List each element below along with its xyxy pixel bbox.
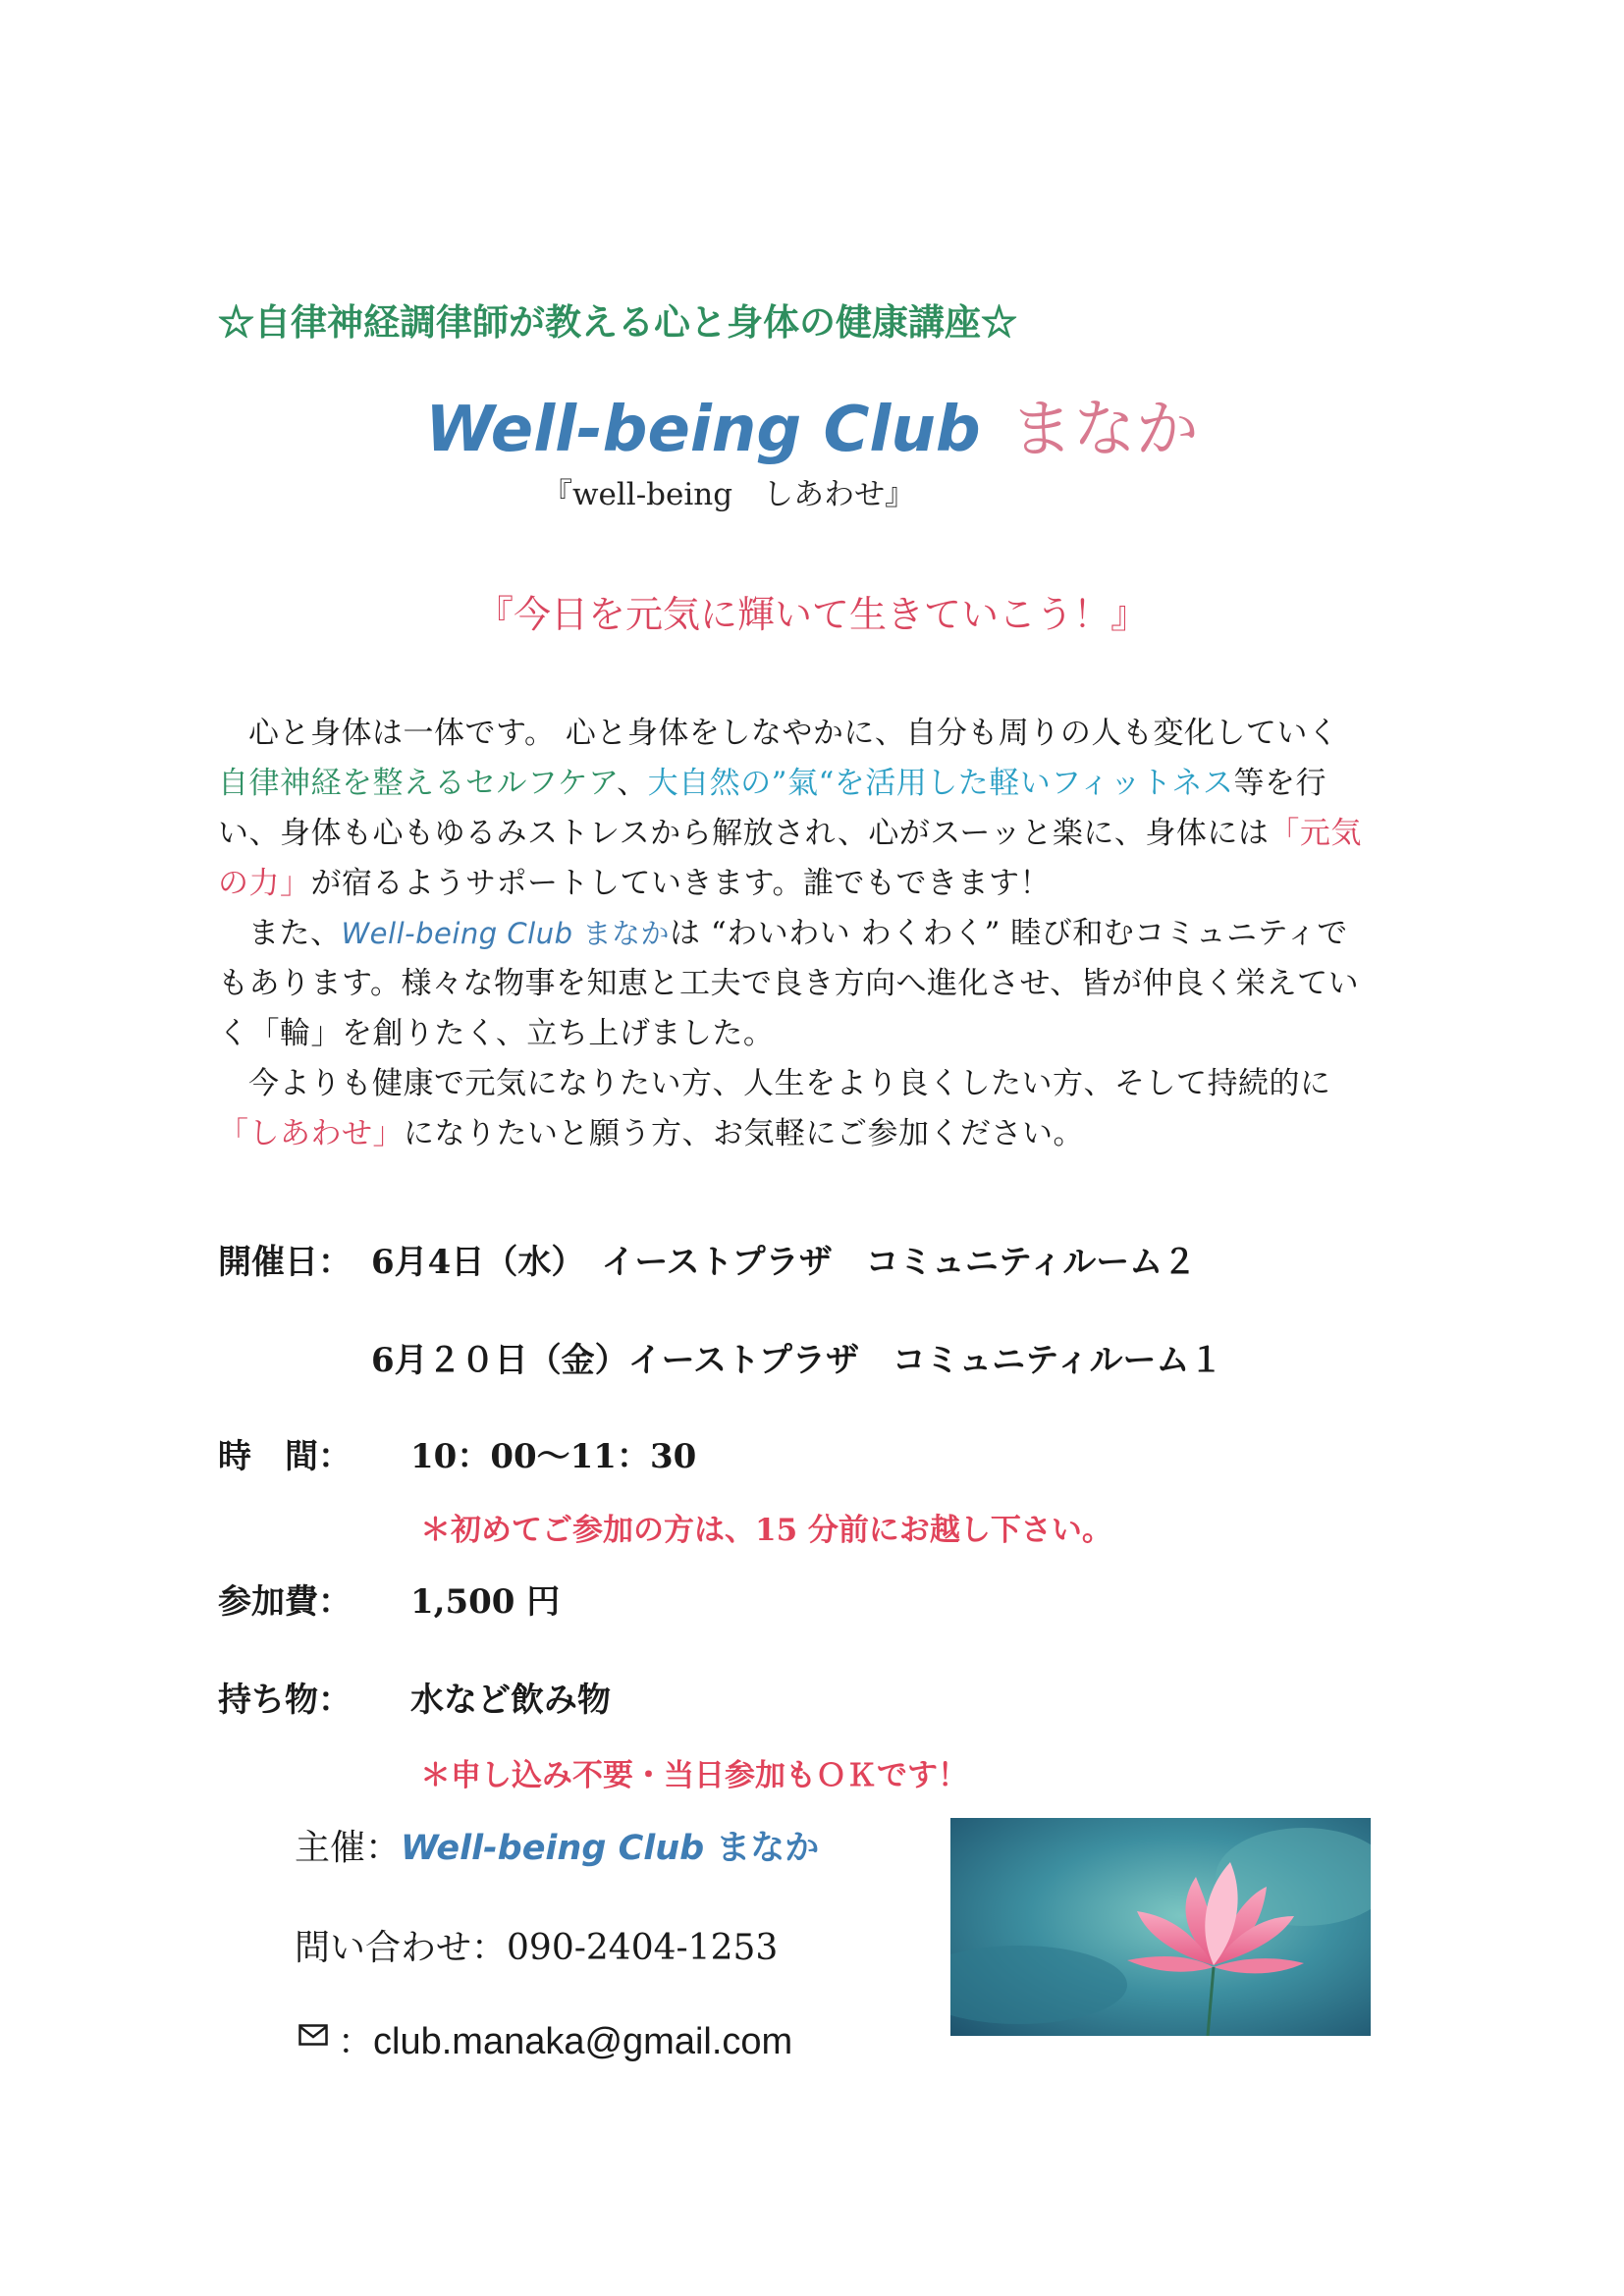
header-subtitle: ☆自律神経調律師が教える心と身体の健康講座☆ — [218, 300, 1017, 344]
p1-text-b: 等を行い、身体も心もゆるみストレスから解放され、心がスーッと楽に、身体には — [218, 766, 1326, 851]
description-body — [218, 709, 1367, 1159]
p3-text-a: 今よりも健康で元気になりたい方、人生をより良くしたい方、そして持続的に — [248, 1066, 1331, 1101]
items-note: ＊申し込み不要・当日参加もＯＫです！ — [420, 1758, 968, 1793]
time-value: 10：00～11：30 — [410, 1437, 697, 1476]
inquiry-label: 問い合わせ： — [295, 1928, 508, 1968]
inquiry-line — [295, 1920, 778, 1970]
p2-brand-jp: まなか — [582, 917, 671, 950]
time-label: 時 間： — [218, 1437, 352, 1476]
tagline: 『well-being しあわせ』 — [542, 477, 916, 512]
fee-label: 参加費： — [218, 1582, 352, 1622]
items-value: 水など飲み物 — [410, 1681, 611, 1720]
email-address[interactable]: club.manaka@gmail.com — [373, 2021, 793, 2062]
date-2: 6月２０日（金）イーストプラザ コミュニティルーム１ — [371, 1341, 1223, 1380]
p3-text-b: になりたいと願う方、お気軽にご参加ください。 — [404, 1116, 1084, 1151]
items-label: 持ち物： — [218, 1681, 352, 1720]
p2-brand — [342, 917, 671, 950]
time-note: ＊初めてご参加の方は、15 分前にお越し下さい。 — [420, 1513, 1112, 1548]
host-brand-jp: まなか — [716, 1829, 820, 1868]
email-separator: ： — [338, 2022, 374, 2062]
p2-brand-en: Well-being Club — [341, 917, 573, 950]
title-en: Well-being Club — [425, 394, 981, 466]
paragraph-2 — [218, 909, 1367, 1059]
p1-sep: 、 — [617, 766, 648, 801]
date-label: 開催日： — [218, 1243, 352, 1282]
host-line — [295, 1820, 819, 1870]
phone-number: 090-2404-1253 — [507, 1928, 779, 1968]
slogan: 『今日を元気に輝いて生きていこう！』 — [475, 593, 1148, 636]
p1-text-c: が宿るようサポートしていきます。誰でもできます！ — [310, 866, 1052, 901]
email-line — [338, 2014, 792, 2064]
host-brand — [401, 1829, 819, 1868]
page-title — [0, 379, 1624, 469]
host-label: 主催： — [295, 1828, 402, 1868]
p1-genki: 「元気の力」 — [218, 816, 1362, 901]
p1-selfcare: 自律神経を整えるセルフケア — [218, 766, 618, 801]
lotus-image — [950, 1818, 1371, 2036]
date-1: 6月4日（水） イーストプラザ コミュニティルーム２ — [371, 1243, 1197, 1282]
p2-text-b: は “わいわい わくわく” 睦び和むコミュニティでもあります。様々な物事を知恵と工夫で良き方向へ進化させ、皆が仲良く栄えていく「輪」を創りたく、立ち上げました。 — [218, 916, 1360, 1051]
title-jp: まなか — [1009, 394, 1199, 466]
paragraph-3 — [218, 1059, 1367, 1159]
fee-value: 1,500 円 — [410, 1582, 561, 1622]
mail-icon — [298, 2024, 328, 2046]
p1-text-a: 心と身体は一体です。 心と身体をしなやかに、自分も周りの人も変化していく — [248, 716, 1339, 751]
host-brand-en: Well-being Club — [401, 1829, 705, 1868]
p1-fitness: 大自然の”氣“を活用した軽いフィットネス — [647, 766, 1234, 801]
p3-shiawase: 「しあわせ」 — [218, 1116, 404, 1151]
paragraph-1 — [218, 709, 1367, 909]
p2-text-a: また、 — [248, 916, 342, 951]
